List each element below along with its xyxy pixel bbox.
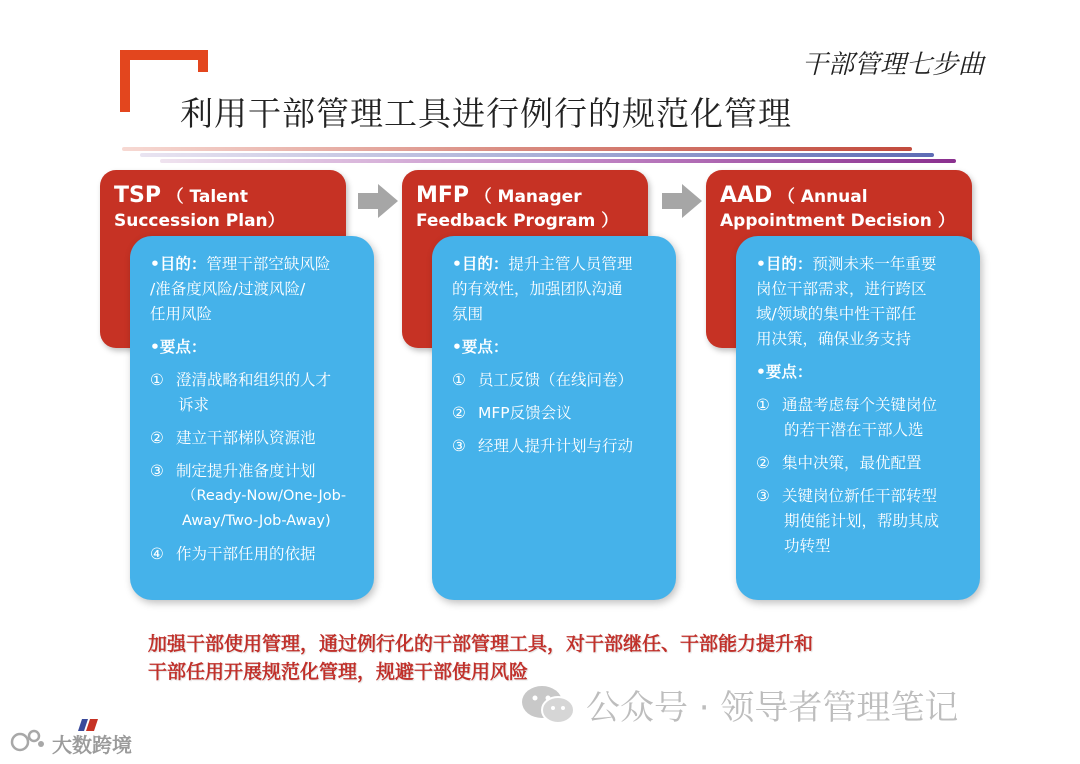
header-bracket-left bbox=[120, 50, 130, 112]
summary-line: 加强干部使用管理，通过例行化的干部管理工具，对干部继任、干部能力提升和 bbox=[148, 633, 814, 655]
aad-abbr: AAD bbox=[720, 183, 773, 208]
mfp-purpose-line: 的有效性，加强团队沟通 bbox=[452, 280, 623, 298]
aad-item-text: 期使能计划，帮助其成 bbox=[784, 512, 940, 530]
aad-item-text: 关键岗位新任干部转型 bbox=[782, 487, 938, 505]
wechat-icon bbox=[520, 684, 576, 726]
aad-purpose-line: 域/领域的集中性干部任 bbox=[756, 305, 917, 323]
mfp-purpose-line: 氛围 bbox=[452, 305, 484, 323]
tsp-item-text: 建立干部梯队资源池 bbox=[176, 429, 316, 447]
aad-item-num: ① bbox=[756, 396, 770, 414]
tsp-item-num: ① bbox=[150, 371, 164, 389]
tsp-item-text: 诉求 bbox=[178, 396, 210, 414]
mfp-points-label: •要点： bbox=[452, 338, 509, 356]
aad-item-num: ② bbox=[756, 454, 770, 472]
tsp-purpose-label: •目的： bbox=[150, 255, 207, 273]
tsp-purpose-line: /准备度风险/过渡风险/ bbox=[150, 280, 306, 298]
mfp-item-num: ① bbox=[452, 371, 466, 389]
tsp-item-num: ③ bbox=[150, 462, 164, 480]
tsp-abbr: TSP bbox=[114, 183, 161, 208]
tsp-item-num: ④ bbox=[150, 545, 164, 563]
mfp-purpose-label: •目的： bbox=[452, 255, 509, 273]
aad-purpose-line: 用决策，确保业务支持 bbox=[756, 330, 912, 348]
tsp-full-line1: （ Talent bbox=[166, 187, 248, 207]
decor-stripe-purple bbox=[160, 159, 956, 163]
page-subtitle: 干部管理七步曲 bbox=[801, 50, 984, 80]
aad-item-text: 功转型 bbox=[784, 537, 831, 555]
aad-item-text: 集中决策，最优配置 bbox=[782, 454, 922, 472]
mfp-item-num: ② bbox=[452, 404, 466, 422]
tsp-full-line2: Succession Plan） bbox=[114, 211, 285, 231]
mfp-full-line1: （ Manager bbox=[474, 187, 582, 207]
mfp-purpose-line: 提升主管人员管理 bbox=[508, 255, 633, 273]
aad-full-line2: Appointment Decision ） bbox=[720, 211, 955, 231]
mfp-full-line2: Feedback Program ） bbox=[416, 211, 619, 231]
header-bracket-top bbox=[120, 50, 208, 60]
tsp-item-subtext: Away/Two-Job-Away) bbox=[182, 513, 331, 529]
arrow-right-icon bbox=[358, 184, 398, 218]
tsp-purpose-line: 任用风险 bbox=[150, 305, 213, 323]
tsp-item-text: 澄清战略和组织的人才 bbox=[176, 371, 332, 389]
arrow-right-icon bbox=[662, 184, 702, 218]
brand-watermark bbox=[10, 728, 132, 759]
mfp-item-text: 员工反馈（在线问卷） bbox=[478, 371, 634, 389]
tsp-item-num: ② bbox=[150, 429, 164, 447]
decor-stripe-red bbox=[122, 147, 912, 151]
header-bracket-notch bbox=[198, 50, 208, 72]
summary-text bbox=[148, 630, 978, 686]
aad-purpose-label: •目的： bbox=[756, 255, 813, 273]
aad-full-line1: （ Annual bbox=[777, 187, 868, 207]
tsp-item-text: 制定提升准备度计划 bbox=[176, 462, 316, 480]
decor-stripe-blue bbox=[140, 153, 934, 157]
mfp-item-num: ③ bbox=[452, 437, 466, 455]
public-account-watermark bbox=[520, 680, 958, 729]
brand-icon bbox=[10, 728, 46, 759]
aad-item-text: 通盘考虑每个关键岗位 bbox=[782, 396, 938, 414]
page-title: 利用干部管理工具进行例行的规范化管理 bbox=[180, 94, 792, 133]
mfp-detail-card bbox=[432, 236, 676, 600]
aad-detail-card bbox=[736, 236, 980, 600]
summary-line: 干部任用开展规范化管理，规避干部使用风险 bbox=[148, 661, 529, 683]
aad-points-label: •要点： bbox=[756, 363, 813, 381]
public-account-text: 公众号 · 领导者管理笔记 bbox=[586, 688, 959, 728]
tsp-item-text: 作为干部任用的依据 bbox=[176, 545, 316, 563]
tsp-item-subtext: （Ready-Now/One-Job- bbox=[182, 488, 347, 504]
tsp-purpose-line: 管理干部空缺风险 bbox=[206, 255, 331, 273]
mfp-item-text: 经理人提升计划与行动 bbox=[478, 437, 634, 455]
logo-mark-icon bbox=[78, 716, 98, 728]
aad-purpose-line: 岗位干部需求，进行跨区 bbox=[756, 280, 927, 298]
tsp-detail-card bbox=[130, 236, 374, 600]
mfp-abbr: MFP bbox=[416, 183, 470, 208]
mfp-item-text: MFP反馈会议 bbox=[478, 404, 572, 422]
aad-item-text: 的若干潜在干部人选 bbox=[784, 421, 924, 439]
aad-purpose-line: 预测未来一年重要 bbox=[812, 255, 937, 273]
aad-item-num: ③ bbox=[756, 487, 770, 505]
brand-text: 大数跨境 bbox=[52, 733, 132, 757]
tsp-points-label: •要点： bbox=[150, 338, 207, 356]
